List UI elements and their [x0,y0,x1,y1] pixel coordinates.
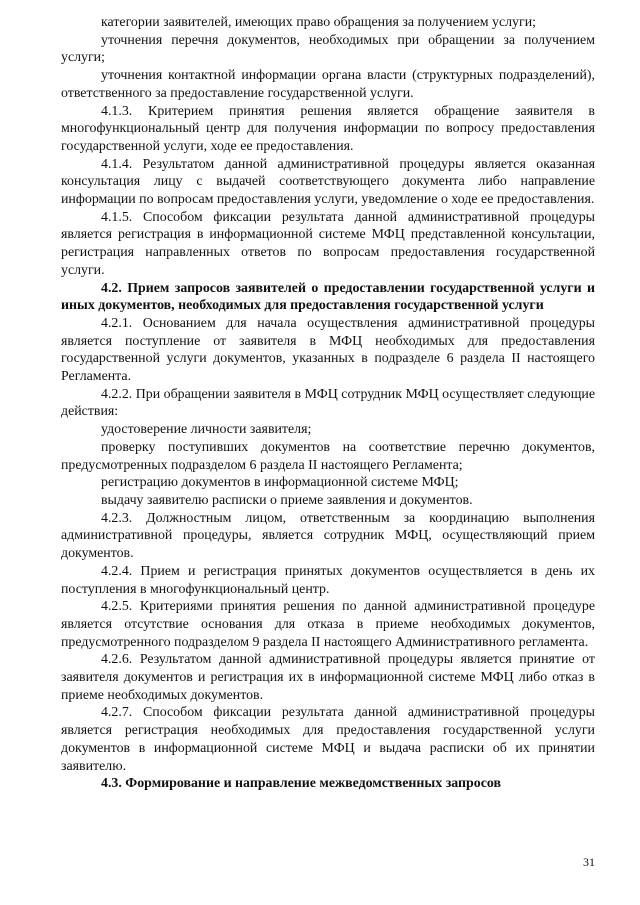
document-body [61,14,595,793]
paragraph: 4.2.3. Должностным лицом, ответственным за координацию выполнения административной процедуры, является сотрудник МФЦ, осуществляющий прием документов. [61,510,595,562]
paragraph: выдачу заявителю расписки о приеме заявления и документов. [101,492,473,508]
paragraph: 4.2.6. Результатом данной административной процедуры является принятие от заявителя документов и регистрация их в информационной системе МФЦ либо отказ в приеме необходимых документов. [61,652,595,703]
paragraph: уточнения перечня документов, необходимых при обращении за получением услуги; [61,32,595,66]
paragraph: 4.2.4. Прием и регистрация принятых документов осуществляется в день их поступления в многофункциональный центр. [61,563,595,597]
paragraph: 4.2.5. Критериями принятия решения по данной административной процедуре является отсутствие основания для отказа в приеме необходимых документов, предусмотренного подразделом 9 раздела II настоящего Административного регламента. [61,599,595,650]
paragraph: категории заявителей, имеющих право обращения за получением услуги; [101,15,536,30]
paragraph: уточнения контактной информации органа власти (структурных подразделений), ответственного за предоставление государственной услуги. [61,68,595,101]
paragraph: 4.1.4. Результатом данной административной процедуры является оказанная консультация лицу с выдачей соответствующего документа либо направление информации по вопросам предоставления услуги, уведомление о ходе ее предоставления. [61,156,595,208]
section-heading: 4.2. Прием запросов заявителей о предоставлении государственной услуги и иных документов, необходимых для предоставления государственной услуги [61,280,595,314]
page-number: 31 [583,855,595,869]
paragraph: 4.1.3. Критерием принятия решения является обращение заявителя в многофункциональный центр для получения информации по вопросу предоставления государственной услуги, ходе ее предоставления. [61,103,595,154]
paragraph: регистрацию документов в информационной системе МФЦ; [101,475,459,491]
paragraph: 4.2.2. При обращении заявителя в МФЦ сотрудник МФЦ осуществляет следующие действия: [61,386,595,420]
paragraph: 4.1.5. Способом фиксации результата данной административной процедуры является регистрация в информационной системе МФЦ представленной консультации, регистрация направленных ответов по вопросам предоставления государственной услуги. [61,209,595,278]
paragraph: удостоверение личности заявителя; [101,422,312,438]
section-heading: 4.3. Формирование и направление межведомственных запросов [101,776,501,792]
paragraph: проверку поступивших документов на соответствие перечню документов, предусмотренных подразделом 6 раздела II настоящего Регламента; [61,439,595,473]
paragraph: 4.2.7. Способом фиксации результата данной административной процедуры является регистрация необходимых для предоставления государственной услуги документов в информационной системе МФЦ и выдача расписки об их принятии заявителю. [61,705,595,774]
paragraph: 4.2.1. Основанием для начала осуществления административной процедуры является поступление от заявителя в МФЦ необходимых для предоставления государственной услуги документов, указанных в подразделе 6 раздела II настоящего Регламента. [61,315,595,385]
